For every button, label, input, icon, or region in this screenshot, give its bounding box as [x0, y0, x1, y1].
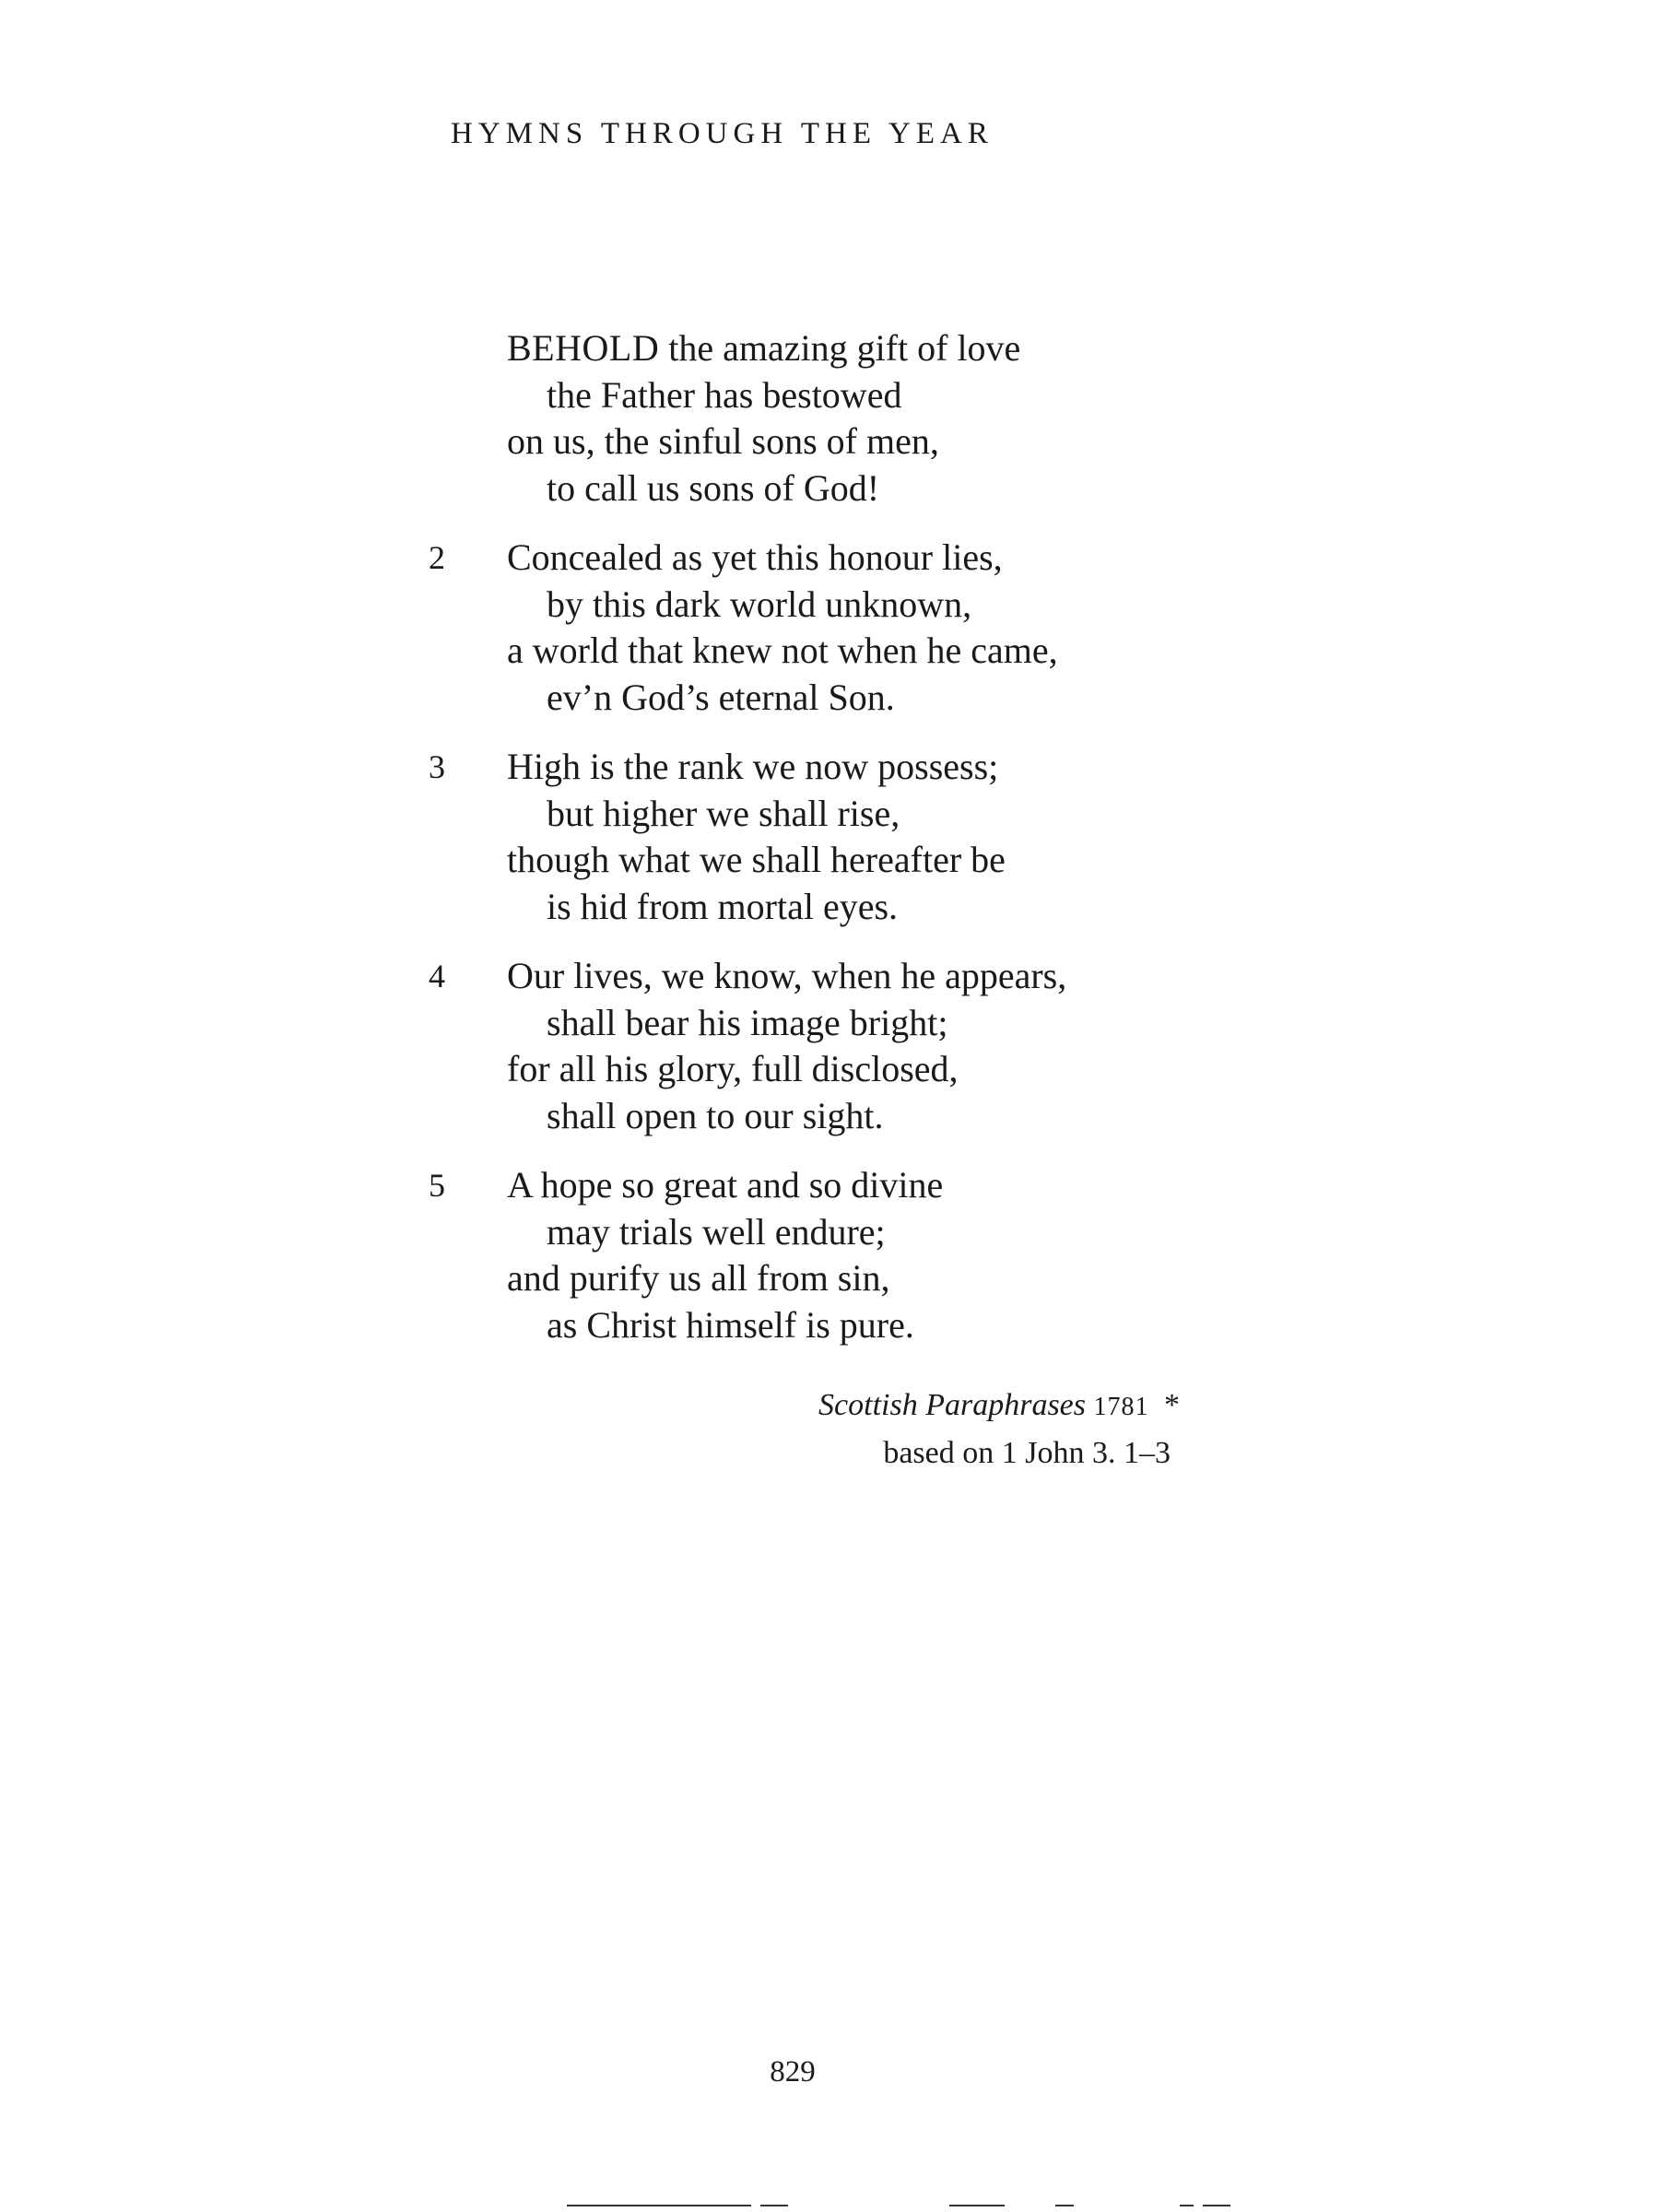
verse-number: 4 — [429, 958, 445, 994]
attribution-basis: based on 1 John 3. 1–3 — [883, 1436, 1171, 1470]
verse-line: High is the rank we now possess; — [507, 746, 999, 787]
verse-line: as Christ himself is pure. — [547, 1303, 914, 1346]
hymn-text — [429, 325, 1258, 1371]
verse-line: though what we shall hereafter be — [507, 839, 1006, 880]
verse-line: A hope so great and so divine — [507, 1164, 944, 1206]
verse-line: on us, the sinful sons of men, — [507, 420, 939, 462]
verse-number: 3 — [429, 748, 445, 785]
verse-3 — [429, 744, 1258, 930]
running-head: HYMNS THROUGH THE YEAR — [451, 117, 994, 150]
verse-line: but higher we shall rise, — [547, 792, 900, 834]
verse-line: the Father has bestowed — [547, 373, 902, 416]
attribution-year: 1781 — [1093, 1393, 1149, 1421]
verse-line: to call us sons of God! — [547, 466, 880, 509]
attribution-source-line — [818, 1382, 1180, 1430]
scan-artifact — [1203, 2205, 1230, 2206]
opening-word: BEHOLD — [507, 327, 660, 369]
verse-number: 2 — [429, 539, 445, 576]
verse-1 — [429, 325, 1258, 512]
verse-line: shall open to our sight. — [547, 1094, 884, 1136]
verse-line: Our lives, we know, when he appears, — [507, 955, 1067, 996]
asterisk-mark: * — [1164, 1388, 1180, 1422]
attribution-source: Scottish Paraphrases — [818, 1388, 1086, 1422]
verse-4 — [429, 953, 1258, 1139]
attribution — [818, 1382, 1180, 1477]
scan-artifact — [567, 2205, 751, 2206]
verse-line: and purify us all from sin, — [507, 1257, 890, 1299]
verse-2 — [429, 535, 1258, 721]
page-number: 829 — [770, 2055, 816, 2088]
verse-5 — [429, 1162, 1258, 1348]
verse-line: BEHOLD the amazing gift of love — [507, 327, 1021, 369]
verse-line: Concealed as yet this honour lies, — [507, 536, 1003, 578]
verse-line: for all his glory, full disclosed, — [507, 1048, 959, 1089]
scan-artifact — [1055, 2205, 1074, 2206]
verse-number: 5 — [429, 1167, 445, 1204]
verse-line: by this dark world unknown, — [547, 582, 972, 625]
scan-artifact — [760, 2205, 788, 2206]
verse-line: ev’n God’s eternal Son. — [547, 676, 895, 718]
verse-line: may trials well endure; — [547, 1210, 886, 1253]
verse-line: is hid from mortal eyes. — [547, 885, 899, 927]
verse-line: a world that knew not when he came, — [507, 629, 1058, 671]
scan-artifact — [949, 2205, 1005, 2206]
scan-artifact — [1180, 2205, 1194, 2206]
verse-line: shall bear his image bright; — [547, 1001, 948, 1043]
